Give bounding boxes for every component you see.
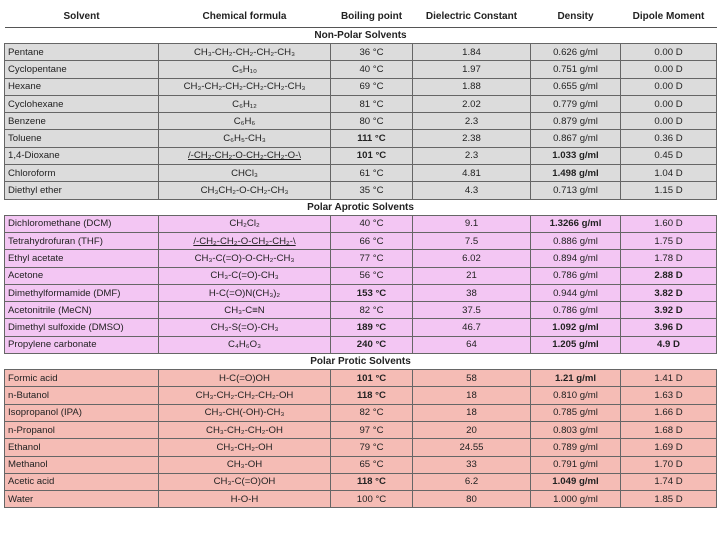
table-row bbox=[5, 147, 717, 164]
boiling-point-cell: 40 °C bbox=[331, 215, 413, 232]
dipole-moment-cell: 0.00 D bbox=[621, 95, 717, 112]
formula-cell: CH₃-C(=O)-O-CH₂-CH₃ bbox=[159, 250, 331, 267]
table-row bbox=[5, 250, 717, 267]
density-cell: 0.789 g/ml bbox=[531, 439, 621, 456]
formula-cell: CHCl₃ bbox=[159, 165, 331, 182]
dipole-moment-cell: 1.74 D bbox=[621, 473, 717, 490]
dielectric-constant-cell: 18 bbox=[413, 387, 531, 404]
section-title: Polar Protic Solvents bbox=[5, 354, 717, 370]
dielectric-constant-cell: 1.97 bbox=[413, 61, 531, 78]
table-row bbox=[5, 336, 717, 353]
header-row bbox=[5, 6, 717, 28]
density-cell: 1.498 g/ml bbox=[531, 165, 621, 182]
formula-cell: CH₃-CH₂-CH₂-CH₂-CH₂-CH₃ bbox=[159, 78, 331, 95]
solvent-name-cell: Cyclopentane bbox=[5, 61, 159, 78]
density-cell: 0.867 g/ml bbox=[531, 130, 621, 147]
formula-cell: CH₃-CH₂-OH bbox=[159, 439, 331, 456]
solvent-name-cell: Tetrahydrofuran (THF) bbox=[5, 232, 159, 249]
boiling-point-cell: 65 °C bbox=[331, 456, 413, 473]
solvent-name-cell: Dimethyl sulfoxide (DMSO) bbox=[5, 319, 159, 336]
formula-cell: H-C(=O)OH bbox=[159, 370, 331, 387]
formula-cell: C₆H₆ bbox=[159, 113, 331, 130]
boiling-point-cell: 81 °C bbox=[331, 95, 413, 112]
boiling-point-cell: 36 °C bbox=[331, 44, 413, 61]
table-row bbox=[5, 95, 717, 112]
solvent-name-cell: 1,4-Dioxane bbox=[5, 147, 159, 164]
dipole-moment-cell: 1.68 D bbox=[621, 421, 717, 438]
table-row bbox=[5, 182, 717, 199]
header-dielectric-constant: Dielectric Constant bbox=[413, 6, 531, 28]
table-row bbox=[5, 44, 717, 61]
dipole-moment-cell: 0.00 D bbox=[621, 44, 717, 61]
solvent-name-cell: Chloroform bbox=[5, 165, 159, 182]
boiling-point-cell: 101 °C bbox=[331, 147, 413, 164]
solvent-name-cell: Cyclohexane bbox=[5, 95, 159, 112]
dipole-moment-cell: 1.63 D bbox=[621, 387, 717, 404]
table-row bbox=[5, 61, 717, 78]
dielectric-constant-cell: 37.5 bbox=[413, 302, 531, 319]
table-row bbox=[5, 284, 717, 301]
dipole-moment-cell: 0.00 D bbox=[621, 78, 717, 95]
dipole-moment-cell: 3.82 D bbox=[621, 284, 717, 301]
boiling-point-cell: 118 °C bbox=[331, 387, 413, 404]
table-row bbox=[5, 439, 717, 456]
dielectric-constant-cell: 6.02 bbox=[413, 250, 531, 267]
dielectric-constant-cell: 7.5 bbox=[413, 232, 531, 249]
density-cell: 1.21 g/ml bbox=[531, 370, 621, 387]
formula-cell: H-O-H bbox=[159, 491, 331, 508]
dipole-moment-cell: 4.9 D bbox=[621, 336, 717, 353]
solvent-name-cell: n-Butanol bbox=[5, 387, 159, 404]
header-solvent: Solvent bbox=[5, 6, 159, 28]
boiling-point-cell: 82 °C bbox=[331, 404, 413, 421]
dielectric-constant-cell: 2.02 bbox=[413, 95, 531, 112]
formula-cell: CH₃-OH bbox=[159, 456, 331, 473]
boiling-point-cell: 240 °C bbox=[331, 336, 413, 353]
formula-cell: CH₃-C(=O)-CH₃ bbox=[159, 267, 331, 284]
formula-cell: CH₃-CH₂-CH₂-OH bbox=[159, 421, 331, 438]
formula-cell: CH₃-C≡N bbox=[159, 302, 331, 319]
header-boiling-point: Boiling point bbox=[331, 6, 413, 28]
solvent-name-cell: Diethyl ether bbox=[5, 182, 159, 199]
table-row bbox=[5, 130, 717, 147]
header-chemical-formula: Chemical formula bbox=[159, 6, 331, 28]
formula-cell: CH₃-CH₂-CH₂-CH₂-CH₃ bbox=[159, 44, 331, 61]
density-cell: 0.713 g/ml bbox=[531, 182, 621, 199]
boiling-point-cell: 153 °C bbox=[331, 284, 413, 301]
table-row bbox=[5, 165, 717, 182]
boiling-point-cell: 56 °C bbox=[331, 267, 413, 284]
boiling-point-cell: 118 °C bbox=[331, 473, 413, 490]
density-cell: 0.786 g/ml bbox=[531, 302, 621, 319]
dipole-moment-cell: 0.00 D bbox=[621, 113, 717, 130]
boiling-point-cell: 101 °C bbox=[331, 370, 413, 387]
solvent-name-cell: Benzene bbox=[5, 113, 159, 130]
boiling-point-cell: 97 °C bbox=[331, 421, 413, 438]
dipole-moment-cell: 0.36 D bbox=[621, 130, 717, 147]
density-cell: 0.786 g/ml bbox=[531, 267, 621, 284]
formula-cell: C₄H₆O₃ bbox=[159, 336, 331, 353]
table-row bbox=[5, 267, 717, 284]
density-cell: 0.879 g/ml bbox=[531, 113, 621, 130]
density-cell: 1.049 g/ml bbox=[531, 473, 621, 490]
boiling-point-cell: 82 °C bbox=[331, 302, 413, 319]
dielectric-constant-cell: 24.55 bbox=[413, 439, 531, 456]
dipole-moment-cell: 1.41 D bbox=[621, 370, 717, 387]
density-cell: 0.626 g/ml bbox=[531, 44, 621, 61]
dipole-moment-cell: 1.78 D bbox=[621, 250, 717, 267]
density-cell: 1.000 g/ml bbox=[531, 491, 621, 508]
solvent-name-cell: Acetonitrile (MeCN) bbox=[5, 302, 159, 319]
density-cell: 1.092 g/ml bbox=[531, 319, 621, 336]
solvent-name-cell: Propylene carbonate bbox=[5, 336, 159, 353]
boiling-point-cell: 40 °C bbox=[331, 61, 413, 78]
table-row bbox=[5, 491, 717, 508]
boiling-point-cell: 66 °C bbox=[331, 232, 413, 249]
dielectric-constant-cell: 58 bbox=[413, 370, 531, 387]
dielectric-constant-cell: 1.84 bbox=[413, 44, 531, 61]
dielectric-constant-cell: 2.3 bbox=[413, 147, 531, 164]
density-cell: 0.751 g/ml bbox=[531, 61, 621, 78]
dipole-moment-cell: 1.04 D bbox=[621, 165, 717, 182]
formula-cell: CH₃-CH₂-CH₂-CH₂-OH bbox=[159, 387, 331, 404]
section-title: Non-Polar Solvents bbox=[5, 28, 717, 44]
density-cell: 0.886 g/ml bbox=[531, 232, 621, 249]
solvent-name-cell: Ethanol bbox=[5, 439, 159, 456]
boiling-point-cell: 61 °C bbox=[331, 165, 413, 182]
table-row bbox=[5, 370, 717, 387]
dielectric-constant-cell: 21 bbox=[413, 267, 531, 284]
dipole-moment-cell: 3.92 D bbox=[621, 302, 717, 319]
formula-cell: /-CH₂-CH₂-O-CH₂-CH₂-O-\ bbox=[159, 147, 331, 164]
density-cell: 1.033 g/ml bbox=[531, 147, 621, 164]
solvent-name-cell: Acetone bbox=[5, 267, 159, 284]
formula-cell: CH₃-C(=O)OH bbox=[159, 473, 331, 490]
dielectric-constant-cell: 4.81 bbox=[413, 165, 531, 182]
dielectric-constant-cell: 64 bbox=[413, 336, 531, 353]
boiling-point-cell: 79 °C bbox=[331, 439, 413, 456]
density-cell: 0.810 g/ml bbox=[531, 387, 621, 404]
table-row bbox=[5, 232, 717, 249]
table-row bbox=[5, 78, 717, 95]
density-cell: 0.779 g/ml bbox=[531, 95, 621, 112]
dielectric-constant-cell: 46.7 bbox=[413, 319, 531, 336]
dipole-moment-cell: 1.60 D bbox=[621, 215, 717, 232]
formula-cell: C₆H₅-CH₃ bbox=[159, 130, 331, 147]
density-cell: 0.944 g/ml bbox=[531, 284, 621, 301]
density-cell: 0.791 g/ml bbox=[531, 456, 621, 473]
section-header-row bbox=[5, 28, 717, 44]
table-row bbox=[5, 473, 717, 490]
dipole-moment-cell: 0.45 D bbox=[621, 147, 717, 164]
solvent-name-cell: Dimethylformamide (DMF) bbox=[5, 284, 159, 301]
solvent-name-cell: Acetic acid bbox=[5, 473, 159, 490]
dielectric-constant-cell: 2.3 bbox=[413, 113, 531, 130]
density-cell: 0.803 g/ml bbox=[531, 421, 621, 438]
dielectric-constant-cell: 20 bbox=[413, 421, 531, 438]
formula-cell: C₆H₁₂ bbox=[159, 95, 331, 112]
solvent-name-cell: Dichloromethane (DCM) bbox=[5, 215, 159, 232]
formula-cell: CH₃CH₂-O-CH₂-CH₃ bbox=[159, 182, 331, 199]
dielectric-constant-cell: 1.88 bbox=[413, 78, 531, 95]
section-header-row bbox=[5, 199, 717, 215]
boiling-point-cell: 69 °C bbox=[331, 78, 413, 95]
table-row bbox=[5, 421, 717, 438]
boiling-point-cell: 100 °C bbox=[331, 491, 413, 508]
solvent-name-cell: Pentane bbox=[5, 44, 159, 61]
header-density: Density bbox=[531, 6, 621, 28]
boiling-point-cell: 77 °C bbox=[331, 250, 413, 267]
boiling-point-cell: 35 °C bbox=[331, 182, 413, 199]
table-row bbox=[5, 319, 717, 336]
formula-cell: H-C(=O)N(CH₃)₂ bbox=[159, 284, 331, 301]
boiling-point-cell: 111 °C bbox=[331, 130, 413, 147]
solvent-name-cell: Isopropanol (IPA) bbox=[5, 404, 159, 421]
table-row bbox=[5, 302, 717, 319]
solvent-name-cell: Formic acid bbox=[5, 370, 159, 387]
dipole-moment-cell: 1.69 D bbox=[621, 439, 717, 456]
table-row bbox=[5, 387, 717, 404]
dipole-moment-cell: 0.00 D bbox=[621, 61, 717, 78]
dielectric-constant-cell: 33 bbox=[413, 456, 531, 473]
formula-cell: CH₃-CH(-OH)-CH₃ bbox=[159, 404, 331, 421]
density-cell: 1.3266 g/ml bbox=[531, 215, 621, 232]
dielectric-constant-cell: 2.38 bbox=[413, 130, 531, 147]
boiling-point-cell: 80 °C bbox=[331, 113, 413, 130]
dielectric-constant-cell: 6.2 bbox=[413, 473, 531, 490]
solvent-name-cell: Ethyl acetate bbox=[5, 250, 159, 267]
formula-cell: CH₂Cl₂ bbox=[159, 215, 331, 232]
table-row bbox=[5, 404, 717, 421]
section-title: Polar Aprotic Solvents bbox=[5, 199, 717, 215]
solvent-name-cell: Hexane bbox=[5, 78, 159, 95]
dipole-moment-cell: 2.88 D bbox=[621, 267, 717, 284]
header-dipole-moment: Dipole Moment bbox=[621, 6, 717, 28]
boiling-point-cell: 189 °C bbox=[331, 319, 413, 336]
density-cell: 0.894 g/ml bbox=[531, 250, 621, 267]
dielectric-constant-cell: 4.3 bbox=[413, 182, 531, 199]
formula-cell: /-CH₂-CH₂-O-CH₂-CH₂-\ bbox=[159, 232, 331, 249]
density-cell: 0.655 g/ml bbox=[531, 78, 621, 95]
table-row bbox=[5, 113, 717, 130]
dielectric-constant-cell: 38 bbox=[413, 284, 531, 301]
dipole-moment-cell: 1.75 D bbox=[621, 232, 717, 249]
solvent-table-container bbox=[4, 6, 716, 508]
dipole-moment-cell: 1.85 D bbox=[621, 491, 717, 508]
table-body bbox=[5, 28, 717, 508]
dipole-moment-cell: 3.96 D bbox=[621, 319, 717, 336]
dipole-moment-cell: 1.70 D bbox=[621, 456, 717, 473]
section-header-row bbox=[5, 354, 717, 370]
solvent-name-cell: n-Propanol bbox=[5, 421, 159, 438]
dielectric-constant-cell: 18 bbox=[413, 404, 531, 421]
density-cell: 1.205 g/ml bbox=[531, 336, 621, 353]
solvent-properties-table bbox=[4, 6, 717, 508]
density-cell: 0.785 g/ml bbox=[531, 404, 621, 421]
table-row bbox=[5, 456, 717, 473]
solvent-name-cell: Water bbox=[5, 491, 159, 508]
dielectric-constant-cell: 80 bbox=[413, 491, 531, 508]
formula-cell: CH₃-S(=O)-CH₃ bbox=[159, 319, 331, 336]
dipole-moment-cell: 1.15 D bbox=[621, 182, 717, 199]
solvent-name-cell: Toluene bbox=[5, 130, 159, 147]
solvent-name-cell: Methanol bbox=[5, 456, 159, 473]
table-row bbox=[5, 215, 717, 232]
formula-cell: C₅H₁₀ bbox=[159, 61, 331, 78]
dielectric-constant-cell: 9.1 bbox=[413, 215, 531, 232]
dipole-moment-cell: 1.66 D bbox=[621, 404, 717, 421]
